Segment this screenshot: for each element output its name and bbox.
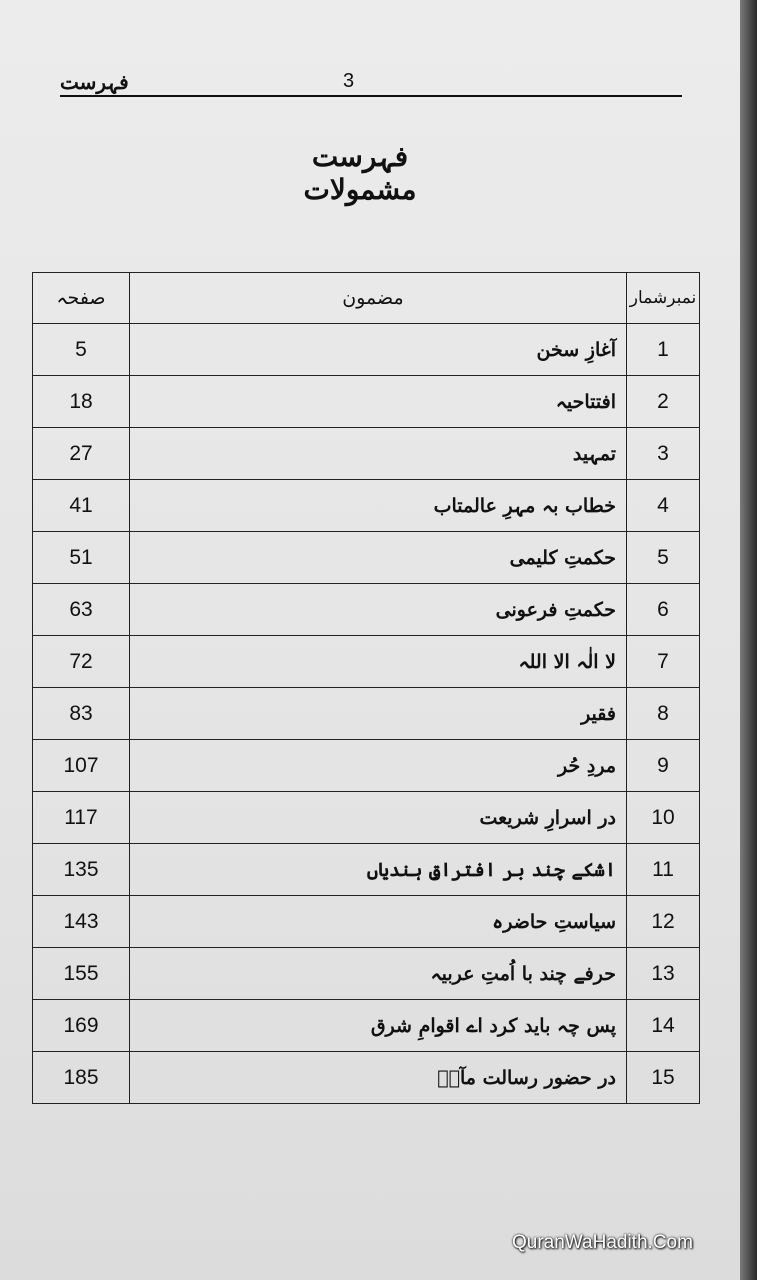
row-serial-number: 1 bbox=[627, 324, 700, 376]
row-topic: فقیر bbox=[130, 688, 627, 740]
row-serial-number: 14 bbox=[627, 1000, 700, 1052]
row-topic: لا الٰہ الا اللہ bbox=[130, 636, 627, 688]
row-page-number: 155 bbox=[33, 948, 130, 1000]
table-row bbox=[33, 532, 700, 584]
table-row bbox=[33, 480, 700, 532]
page-edge-shadow bbox=[740, 0, 757, 1280]
row-serial-number: 2 bbox=[627, 376, 700, 428]
table-row bbox=[33, 584, 700, 636]
table-row bbox=[33, 688, 700, 740]
row-serial-number: 7 bbox=[627, 636, 700, 688]
row-topic: سیاستِ حاضرہ bbox=[130, 896, 627, 948]
row-topic: تمہید bbox=[130, 428, 627, 480]
row-page-number: 135 bbox=[33, 844, 130, 896]
table-row bbox=[33, 948, 700, 1000]
row-page-number: 27 bbox=[33, 428, 130, 480]
row-page-number: 169 bbox=[33, 1000, 130, 1052]
table-row bbox=[33, 428, 700, 480]
column-header-page: صفحہ bbox=[33, 273, 130, 324]
column-header-serial: نمبرشمار bbox=[627, 273, 700, 324]
row-serial-number: 4 bbox=[627, 480, 700, 532]
table-row bbox=[33, 740, 700, 792]
table-row bbox=[33, 636, 700, 688]
row-page-number: 63 bbox=[33, 584, 130, 636]
table-row bbox=[33, 376, 700, 428]
row-page-number: 18 bbox=[33, 376, 130, 428]
row-page-number: 117 bbox=[33, 792, 130, 844]
row-serial-number: 3 bbox=[627, 428, 700, 480]
row-page-number: 5 bbox=[33, 324, 130, 376]
row-page-number: 83 bbox=[33, 688, 130, 740]
row-page-number: 107 bbox=[33, 740, 130, 792]
table-row bbox=[33, 896, 700, 948]
page-number: 3 bbox=[343, 70, 355, 92]
page-title: فہرست مشمولات bbox=[303, 140, 417, 206]
table-row bbox=[33, 792, 700, 844]
table-row bbox=[33, 1000, 700, 1052]
row-serial-number: 12 bbox=[627, 896, 700, 948]
table-row bbox=[33, 324, 700, 376]
row-topic: اشکے چند بر افتراقِ ہندیاں bbox=[130, 844, 627, 896]
site-watermark: QuranWaHadith.Com bbox=[512, 1232, 693, 1253]
table-row bbox=[33, 1052, 700, 1104]
table-header-row bbox=[33, 273, 700, 324]
row-topic: خطاب بہ مہرِ عالمتاب bbox=[130, 480, 627, 532]
row-page-number: 143 bbox=[33, 896, 130, 948]
row-topic: حکمتِ فرعونی bbox=[130, 584, 627, 636]
row-page-number: 41 bbox=[33, 480, 130, 532]
row-topic: در اسرارِ شریعت bbox=[130, 792, 627, 844]
row-page-number: 51 bbox=[33, 532, 130, 584]
row-topic: افتتاحیہ bbox=[130, 376, 627, 428]
row-serial-number: 11 bbox=[627, 844, 700, 896]
row-topic: مردِ حُر bbox=[130, 740, 627, 792]
row-topic: پس چہ باید کرد اے اقوامِ شرق bbox=[130, 1000, 627, 1052]
row-serial-number: 13 bbox=[627, 948, 700, 1000]
running-header-title: فہرست bbox=[60, 70, 129, 94]
header-rule bbox=[60, 95, 682, 97]
column-header-topic: مضمون bbox=[130, 273, 627, 324]
row-serial-number: 5 bbox=[627, 532, 700, 584]
row-page-number: 185 bbox=[33, 1052, 130, 1104]
row-serial-number: 10 bbox=[627, 792, 700, 844]
row-serial-number: 15 bbox=[627, 1052, 700, 1104]
row-page-number: 72 bbox=[33, 636, 130, 688]
row-topic: حرفے چند با اُمتِ عربیہ bbox=[130, 948, 627, 1000]
row-topic: در حضور رسالت مآبؐ bbox=[130, 1052, 627, 1104]
table-row bbox=[33, 844, 700, 896]
row-topic: آغازِ سخن bbox=[130, 324, 627, 376]
row-topic: حکمتِ کلیمی bbox=[130, 532, 627, 584]
row-serial-number: 8 bbox=[627, 688, 700, 740]
contents-table bbox=[32, 272, 700, 1104]
row-serial-number: 6 bbox=[627, 584, 700, 636]
row-serial-number: 9 bbox=[627, 740, 700, 792]
